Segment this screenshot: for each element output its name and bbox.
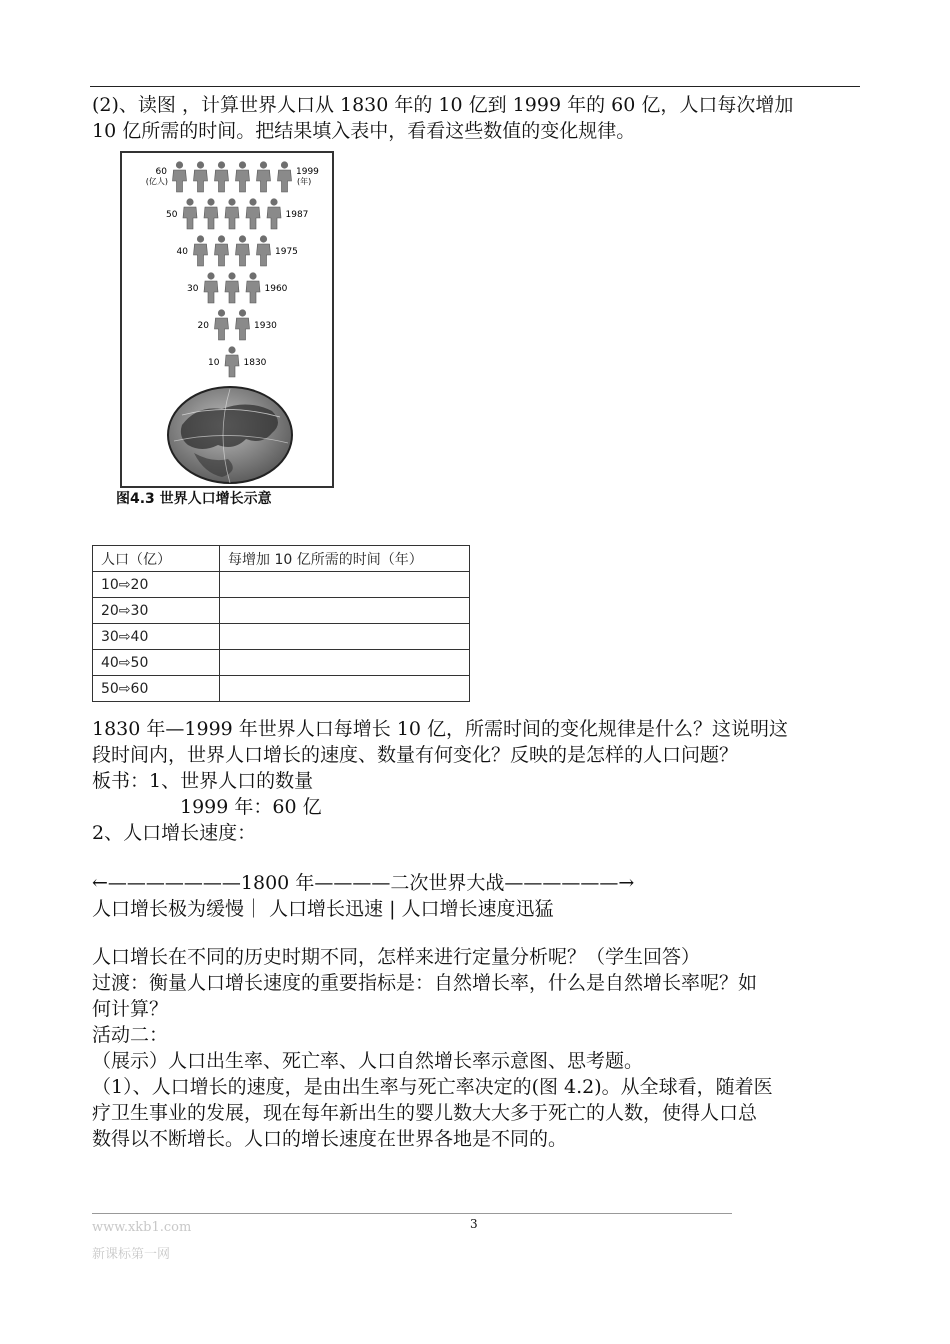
table-cell-range: 30⇨40 xyxy=(93,624,220,650)
year-unit-label: (年) xyxy=(297,177,312,186)
person-icon xyxy=(246,198,260,229)
population-value-label: 20 xyxy=(197,321,209,331)
person-icon xyxy=(225,346,239,377)
task-line-1: (2)、读图 ，计算世界人口从 1830 年的 10 亿到 1999 年的 60 亿，人口每次增加 xyxy=(92,94,794,116)
person-icon xyxy=(194,161,208,192)
table-cell-range: 50⇨60 xyxy=(93,676,220,702)
timeline-labels: 人口增长极为缓慢｜ 人口增长迅速 | 人口增长速度迅猛 xyxy=(92,898,554,920)
person-icon xyxy=(215,235,229,266)
population-table xyxy=(92,545,470,702)
watermark-url: www.xkb1.com xyxy=(92,1220,192,1235)
population-unit-label: (亿人) xyxy=(145,177,168,186)
year-label: 1960 xyxy=(264,284,288,294)
header-rule xyxy=(90,86,860,87)
board-note-1-value: 1999 年：60 亿 xyxy=(180,796,322,818)
person-icon xyxy=(278,161,292,192)
table-header-row xyxy=(93,546,470,572)
person-icon xyxy=(183,198,197,229)
population-value-label: 50 xyxy=(166,210,178,220)
footer-rule xyxy=(92,1213,732,1214)
activity-heading: 活动二： xyxy=(92,1024,169,1046)
question-line-2: 段时间内，世界人口增长的速度、数量有何变化？反映的是怎样的人口问题？ xyxy=(92,744,739,766)
table-cell-range: 40⇨50 xyxy=(93,650,220,676)
person-icon xyxy=(215,161,229,192)
figure-caption: 图4.3 世界人口增长示意 xyxy=(116,491,272,507)
timeline-arrow: ←———————1800 年————二次世界大战——————→ xyxy=(92,872,635,894)
person-icon xyxy=(236,235,250,266)
paragraph-3-line-2: 疗卫生事业的发展，现在每年新出生的婴儿数大大多于死亡的人数，使得人口总 xyxy=(92,1102,758,1124)
year-label: 1987 xyxy=(285,210,309,220)
table-header-time: 每增加 10 亿所需的时间（年） xyxy=(220,546,470,572)
table-header-population: 人口（亿） xyxy=(93,546,220,572)
person-icon xyxy=(246,272,260,303)
year-label: 1975 xyxy=(275,247,298,257)
paragraph-2-line-1: 过渡：衡量人口增长速度的重要指标是：自然增长率，什么是自然增长率呢？如 xyxy=(92,972,758,994)
person-icon xyxy=(257,235,271,266)
table-cell-answer[interactable] xyxy=(220,598,470,624)
person-icon xyxy=(204,198,218,229)
table-cell-answer[interactable] xyxy=(220,650,470,676)
year-label: 1999 xyxy=(296,167,319,177)
person-icon xyxy=(267,198,281,229)
population-growth-figure xyxy=(116,148,336,516)
paragraph-2-line-2: 何计算？ xyxy=(92,998,169,1020)
population-value-label: 60 xyxy=(155,167,167,177)
person-icon xyxy=(225,272,239,303)
table-row xyxy=(93,598,470,624)
figure-frame xyxy=(120,151,334,488)
person-icon xyxy=(236,309,250,340)
population-value-label: 40 xyxy=(176,247,188,257)
person-icon xyxy=(225,198,239,229)
paragraph-3-line-3: 数得以不断增长。人口的增长速度在世界各地是不同的。 xyxy=(92,1128,568,1150)
table-cell-answer[interactable] xyxy=(220,572,470,598)
table-cell-range: 10⇨20 xyxy=(93,572,220,598)
table-cell-answer[interactable] xyxy=(220,624,470,650)
watermark-name: 新课标第一网 xyxy=(92,1247,171,1262)
table-cell-answer[interactable] xyxy=(220,676,470,702)
person-icon xyxy=(204,272,218,303)
paragraph-3-line-1: （1）、人口增长的速度，是由出生率与死亡率决定的(图 4.2)。从全球看，随着医 xyxy=(92,1076,773,1098)
population-value-label: 10 xyxy=(208,358,220,368)
board-note-2: 2、人口增长速度： xyxy=(92,822,257,844)
table-row xyxy=(93,572,470,598)
year-label: 1830 xyxy=(243,358,267,368)
person-icon xyxy=(194,235,208,266)
table-cell-range: 20⇨30 xyxy=(93,598,220,624)
page-number: 3 xyxy=(470,1217,478,1231)
board-note-1: 板书：1、世界人口的数量 xyxy=(92,770,314,792)
paragraph-1: 人口增长在不同的历史时期不同，怎样来进行定量分析呢？（学生回答） xyxy=(92,946,701,968)
person-icon xyxy=(257,161,271,192)
show-line: （展示）人口出生率、死亡率、人口自然增长率示意图、思考题。 xyxy=(92,1050,644,1072)
table-row xyxy=(93,676,470,702)
person-icon xyxy=(236,161,250,192)
population-figure-svg xyxy=(122,153,332,486)
globe-image xyxy=(168,387,292,483)
table-row xyxy=(93,624,470,650)
person-icon xyxy=(215,309,229,340)
year-label: 1930 xyxy=(254,321,277,331)
population-value-label: 30 xyxy=(187,284,199,294)
person-icon xyxy=(173,161,187,192)
task-line-2: 10 亿所需的时间。把结果填入表中，看看这些数值的变化规律。 xyxy=(92,120,636,142)
question-line-1: 1830 年—1999 年世界人口每增长 10 亿，所需时间的变化规律是什么？这说明这 xyxy=(92,718,789,740)
table-row xyxy=(93,650,470,676)
